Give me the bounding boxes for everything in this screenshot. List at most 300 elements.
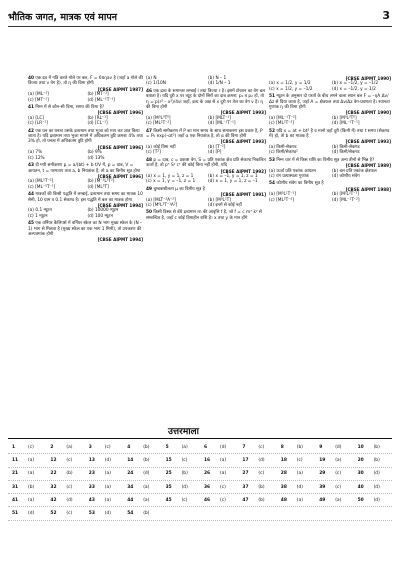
option: (b) [M⁻¹L⁵T²] — [87, 179, 115, 185]
answer-cell — [8, 511, 46, 516]
question-body: एक द्रव में गति करते गोले पर बल, F = 6πηav है (जहाँ a गोले की त्रिज्या तथा v वेग है), तो η की विमा होगी — [28, 76, 143, 87]
option: (d) [ML⁵T] — [87, 184, 109, 190]
option: (d) [ML⁻¹T⁻¹] — [332, 121, 360, 127]
answer-cell — [123, 485, 161, 490]
answer-number: 49 — [319, 497, 326, 503]
answer-row — [8, 454, 392, 467]
question-body: मात्रकों की किसी पद्धति में लम्बाई, द्रव्यमान तथा समय का मात्रक 10 सेमी, 10 ग्राम व 0.1 सेकण्ड है। इस पद्धति में बल का मात्रक होगा — [28, 192, 143, 203]
exam-reference: [CBSE AIPMT 1993] — [345, 139, 391, 145]
question-number: 42 — [28, 128, 34, 134]
option: (c) किमी/सेकण्ड² — [269, 150, 298, 156]
answer-cell — [277, 485, 315, 490]
answer-option: (c) — [66, 511, 73, 517]
answer-option: (c) — [258, 471, 265, 477]
answer-number: 45 — [165, 497, 172, 503]
answer-number: 50 — [357, 497, 364, 503]
option: (d) 13% — [87, 155, 105, 161]
option: (d) किमी/सेकण्ड — [332, 150, 360, 156]
answer-row — [8, 441, 392, 454]
answer-number: 43 — [88, 497, 95, 503]
answer-number: 36 — [204, 484, 211, 490]
answer-cell — [8, 485, 46, 490]
question-number: 51 — [269, 94, 275, 100]
question-number: 53 — [269, 157, 275, 163]
answer-number: 12 — [50, 457, 57, 463]
question-block — [269, 181, 391, 203]
option: (c) 12% — [28, 155, 45, 161]
answer-option: (d) — [143, 471, 150, 477]
exam-reference: [CBSE AIPMT 1993] — [220, 139, 266, 145]
answer-cell — [354, 458, 392, 463]
answer-option: (b) — [66, 471, 73, 477]
question-text — [28, 163, 143, 174]
question-text — [28, 192, 143, 203]
options-grid — [28, 92, 143, 103]
answer-option: (d) — [335, 444, 342, 450]
answer-number: 7 — [242, 444, 246, 450]
answer-number: 40 — [357, 484, 364, 490]
option: (a) [LC] — [28, 115, 45, 121]
option: (d) x = –1/2, y = 1/2 — [332, 86, 376, 92]
option: (c) [ML²T⁻²] — [146, 121, 171, 127]
answer-number: 28 — [280, 471, 287, 477]
answer-option: (d) — [258, 457, 265, 463]
answer-cell — [46, 511, 84, 516]
answer-option: (c) — [66, 457, 73, 463]
answer-number: 23 — [88, 471, 95, 477]
answer-number: 8 — [280, 444, 284, 450]
answer-cell — [8, 458, 46, 463]
answer-number: 30 — [357, 471, 364, 477]
question-body: चुम्बकशीलता μ का विमीय सूत्र है — [153, 186, 205, 192]
question-block — [146, 76, 266, 87]
answer-number: 35 — [165, 484, 172, 490]
answer-cell — [277, 471, 315, 476]
question-text — [146, 89, 266, 111]
question-block — [28, 129, 143, 161]
answer-number: 11 — [12, 457, 19, 463]
option: (c) x = 1/2, y = –1/2 — [269, 86, 313, 92]
answer-option: (d) — [373, 484, 380, 490]
answer-number: 44 — [127, 497, 134, 503]
answer-number: 5 — [165, 444, 169, 450]
answer-option: (c) — [220, 484, 226, 490]
option: (c) [ML²T⁻²] — [269, 197, 294, 203]
answer-option: (a) — [296, 471, 303, 477]
answer-number: 27 — [242, 471, 249, 477]
option: (a) [ML⁻¹T⁻²] — [269, 115, 297, 121]
answer-option: (a) — [143, 484, 150, 490]
exam-reference: [CBSE AIPMT 1993] — [220, 110, 266, 116]
question-body: निम्न चार में से किस राशि का विमीय सूत्र अन्य तीनों से भिन्न है? — [276, 157, 375, 163]
answer-option: (d) — [373, 471, 380, 477]
answer-option: (c) — [181, 457, 188, 463]
answer-number: 38 — [280, 484, 287, 490]
answer-number: 15 — [165, 457, 172, 463]
option: (a) [M⁰L⁰T⁰] — [146, 115, 171, 121]
answer-number: 9 — [319, 444, 323, 450]
answer-cell — [315, 485, 353, 490]
options-grid — [269, 81, 391, 92]
page-number: 3 — [382, 9, 390, 22]
question-number: 40 — [28, 76, 34, 81]
answer-option: (b) — [181, 471, 188, 477]
question-block — [28, 221, 143, 243]
question-body: किसी समीकरण में P का मान समय के साथ समाकरण इस प्रकार है, P = P₀ exp(–αt²) जहाँ α एक नियतांक है, तो α की विमा होगी — [146, 128, 263, 140]
option: (a) [MLT⁻²A⁻²] — [146, 197, 176, 203]
options-grid — [146, 76, 266, 87]
answer-number: 39 — [319, 484, 326, 490]
answer-option: (b) — [296, 444, 304, 450]
answer-option: (a) — [28, 497, 35, 503]
option: (a) [ML⁵T⁻²] — [28, 179, 54, 185]
answer-cell — [162, 485, 200, 490]
answer-option: (a) — [28, 471, 35, 477]
question-number: 54 — [269, 181, 275, 187]
option: (b) 9% — [87, 150, 102, 156]
option: (d) इनमें से कोई नहीं — [208, 202, 242, 208]
answer-option: (a) — [181, 444, 188, 450]
answer-cell — [354, 485, 392, 490]
answer-option: (d) — [181, 484, 188, 490]
answer-option: (d) — [373, 497, 380, 503]
question-column-3 — [269, 76, 391, 205]
option: (c) [ML²T⁻²] — [269, 121, 294, 127]
answer-option: (a) — [104, 471, 111, 477]
answer-cell — [123, 511, 161, 516]
question-body: यदि x = at + bt² है व मानो वहाँ दूरी (किमी में) तथा t समय (सेकण्ड में) हो, तो b का मात्रक है — [269, 128, 390, 140]
answer-cell — [123, 458, 161, 463]
answer-cell — [46, 445, 84, 450]
option: (a) [ML⁻³] — [28, 92, 49, 98]
question-block — [269, 76, 391, 92]
answer-cell — [123, 471, 161, 476]
question-number: 47 — [146, 128, 152, 134]
option: (b) [MT⁻²] — [87, 92, 109, 98]
answer-number: 14 — [127, 457, 134, 463]
question-number: 52 — [269, 128, 275, 134]
answer-cell — [238, 498, 276, 503]
answer-cell — [315, 471, 353, 476]
options-grid — [269, 145, 391, 156]
answer-cell — [85, 498, 123, 503]
option: (c) [T²] — [146, 150, 161, 156]
options-grid — [28, 179, 143, 190]
answer-option: (a) — [143, 497, 150, 503]
option: (b) किमी-सेकण्ड — [332, 144, 360, 150]
exam-reference: [CBSE AIPMT 1988] — [345, 186, 391, 192]
answer-cell — [46, 485, 84, 490]
question-text — [269, 129, 391, 140]
options-grid — [28, 150, 143, 161]
question-text — [146, 210, 266, 221]
answer-number: 3 — [88, 444, 92, 450]
option: (c) [M⁰L²T⁻¹A²] — [146, 202, 178, 208]
question-body: किसी डिस्क से बँधे द्रव्यमान m की आवृत्ति f है, जो f = c mˣ kʸ से सम्बन्धित है, जहाँ c कोई विमाहीन राशि है। x तथा y के मान होंगे — [146, 210, 262, 221]
options-grid — [269, 192, 391, 203]
answer-cell — [46, 498, 84, 503]
answer-cell — [238, 458, 276, 463]
option: (b) [M⁰L¹T] — [208, 197, 231, 203]
answer-option: (b) — [28, 484, 35, 490]
option: (a) 0.1 न्यूटन — [28, 208, 52, 214]
question-block — [28, 105, 143, 127]
answer-option: (c) — [220, 497, 226, 503]
option: (b) x = –1, y = 1, z = 1 — [208, 173, 258, 179]
answer-cell — [238, 485, 276, 490]
answer-number: 53 — [88, 511, 95, 517]
answer-number: 20 — [357, 457, 364, 463]
exam-reference: [CBSE AIPMT 1994] — [97, 237, 143, 243]
options-grid — [146, 145, 266, 156]
option: (d) [CL⁻¹] — [87, 121, 108, 127]
option: (c) [MT⁻¹] — [28, 97, 49, 103]
answer-cell — [162, 445, 200, 450]
option: (a) x = 1, y = 1, z = 1 — [146, 173, 194, 179]
answer-row — [8, 481, 392, 494]
question-block — [269, 94, 391, 126]
answer-cell — [8, 445, 46, 450]
answer-option: (d) — [104, 511, 112, 517]
option: (b) x = –1/2, y = –1/2 — [332, 81, 379, 87]
answer-cell — [85, 445, 123, 450]
answer-option: (c) — [335, 484, 342, 490]
answer-number: 6 — [204, 444, 208, 450]
question-number: 45 — [28, 221, 34, 227]
answer-option: (a) — [104, 484, 111, 490]
answer-cell — [277, 458, 315, 463]
answer-option: (c) — [181, 497, 188, 503]
answer-option: (b) — [373, 457, 380, 463]
option: (a) कोई विमा नहीं — [146, 144, 176, 150]
answer-option: (c) — [66, 484, 73, 490]
answer-number: 34 — [127, 484, 134, 490]
answer-number: 26 — [204, 471, 211, 477]
answer-cell — [162, 458, 200, 463]
question-block — [269, 129, 391, 156]
question-text — [146, 129, 266, 140]
answer-number: 29 — [319, 471, 326, 477]
question-body: एक द्रव्य के समान्तर लम्बाई l तथा त्रिज्या r है। इसमें टोरशन का वेग बल बताता है। यदि दूरी x पर व्यूह के दोनों सिरों का दाब क्रमश: p₁ व p₂ हों, तो η = p(r² – x²)/4νl जहाँ, द्रव्य के अक्ष से x दूरी पर तेल का वेग v है। η की विमा होगी — [146, 88, 266, 111]
page-header — [8, 10, 392, 27]
answer-cell — [200, 445, 238, 450]
answer-number: 42 — [50, 497, 57, 503]
question-block — [28, 76, 143, 103]
question-number: 44 — [28, 192, 34, 198]
answer-number: 31 — [12, 484, 19, 490]
answer-cell — [162, 471, 200, 476]
answer-cell — [85, 511, 123, 516]
option: (d) [ML⁻¹T⁻²] — [332, 197, 360, 203]
answer-number: 4 — [127, 444, 131, 450]
question-body: न्यूटन के अनुसार दो परतों के बीच लगने वाला श्यान बल F = –ηA Δv/Δz से दिया जाता है, जहाँ A = क्षेत्रफल तथा Δv/Δz वेग-प्रवणता है। श्यानता गुणांक η की विमा होगी — [269, 94, 390, 111]
answer-option: (a) — [104, 497, 111, 503]
answer-option: (a) — [335, 457, 342, 463]
answer-cell — [315, 458, 353, 463]
answer-option: (d) — [66, 497, 73, 503]
answer-cell — [354, 471, 392, 476]
answer-cell — [354, 445, 392, 450]
option: (b) 10000 न्यूटन — [87, 208, 119, 214]
question-body: दी गयी समीकरण p = a/(bt) + b t/V में, p = दाब, V = आयतन, t = परमताप तथा a, b नियतांक हैं, तो a का विमीय सूत्र होगा — [28, 163, 141, 174]
option: (a) 7% — [28, 150, 43, 156]
answer-cell — [85, 485, 123, 490]
question-column-2 — [146, 76, 266, 223]
question-block — [146, 129, 266, 156]
option: (a) ऊर्जा प्रति एकांक आयतन — [269, 168, 316, 174]
exam-reference: [CBSE AIPMT 1996] — [97, 173, 143, 179]
answer-key-title: उत्तरमाला — [168, 427, 199, 437]
exam-reference: [CBSE AIPMT 1989] — [345, 163, 391, 169]
option: (a) [M⁰L¹T⁻¹] — [269, 192, 296, 198]
option: (d) 100 न्यूटन — [87, 213, 113, 219]
option: (b) बल प्रति एकांक क्षेत्रफल — [332, 168, 377, 174]
answer-option: (a) — [66, 444, 73, 450]
answer-number: 16 — [204, 457, 211, 463]
exam-reference: [CBSE AIPMT 1992] — [220, 168, 266, 174]
question-body: एक घन का घनत्व उसके द्रव्यमान तथा भुजा को माप कर ज्ञात किया जाता है। यदि द्रव्यमान तथा भुजा मापने में अधिकतम त्रुटि क्रमशः 4% तथा 3% हो, तो घनत्व में अधिकतम त्रुटि होगी — [28, 128, 143, 145]
answer-number: 18 — [280, 457, 287, 463]
answer-number: 51 — [12, 511, 19, 517]
option: (d) कोणीय संवेग — [332, 173, 360, 179]
options-grid — [146, 116, 266, 127]
question-block — [146, 89, 266, 127]
answer-cell — [123, 498, 161, 503]
option: (d) x = 1, y = 1, z = –1 — [208, 179, 258, 185]
answer-number: 2 — [50, 444, 54, 450]
answer-option: (a) — [28, 457, 35, 463]
answer-option: (b) — [258, 484, 265, 490]
options-grid — [269, 169, 391, 180]
question-block — [28, 163, 143, 190]
answer-row — [8, 507, 392, 520]
answer-cell — [315, 445, 353, 450]
answer-cell — [8, 471, 46, 476]
options-grid — [28, 116, 143, 127]
question-text — [269, 94, 391, 110]
question-block — [146, 210, 266, 221]
answer-number: 17 — [242, 457, 249, 463]
answer-number: 32 — [50, 484, 57, 490]
answer-cell — [85, 458, 123, 463]
question-column-1 — [28, 76, 143, 245]
answer-option: (a) — [220, 457, 227, 463]
chapter-title: भौतिक जगत, मात्रक एवं मापन — [8, 12, 117, 23]
answer-key-header — [8, 424, 392, 439]
option: (d) [ML⁻¹T⁻¹] — [87, 97, 116, 103]
question-block — [146, 158, 266, 185]
question-body: कोणीय संवेग का विमीय सूत्र है — [276, 181, 324, 187]
option: (c) 1/10N — [146, 81, 166, 87]
answer-number: 41 — [12, 497, 19, 503]
answer-option: (d) — [220, 444, 227, 450]
question-body: p = दाब, c = प्रकाश वेग, S = प्रति एकांक क्षेत्र प्रति सेकण्ड निकलित ऊर्जा है, तो pˣ Sʸ cᶻ की कोई विमा नहीं होगी, यदि — [146, 157, 266, 169]
answer-cell — [238, 445, 276, 450]
option: (a) N — [146, 76, 157, 81]
option: (c) 1 न्यूटन — [28, 213, 48, 219]
answer-key-grid — [8, 441, 392, 521]
answer-option: (c) — [28, 444, 34, 450]
answer-number: 33 — [88, 484, 95, 490]
answer-cell — [162, 498, 200, 503]
answer-option: (c) — [296, 457, 303, 463]
answer-option: (d) — [296, 484, 304, 490]
option: (a) x = 1/2, y = 1/2 — [269, 81, 311, 87]
answer-number: 37 — [242, 484, 249, 490]
option: (b) [M⁰L⁰T⁰] — [332, 115, 357, 121]
answer-number: 25 — [165, 471, 172, 477]
answer-option: (b) — [143, 444, 150, 450]
answer-cell — [85, 471, 123, 476]
question-number: 49 — [146, 186, 152, 192]
answer-number: 52 — [50, 511, 57, 517]
answer-number: 19 — [319, 457, 326, 463]
exam-reference: [CBSE AIPMT 1987] — [97, 86, 143, 92]
answer-option: (d) — [104, 457, 112, 463]
option: (b) [M¹L²T⁻¹] — [332, 192, 359, 198]
answer-option: (b) — [143, 457, 150, 463]
option: (d) [ML⁻¹T⁻¹] — [208, 121, 236, 127]
answer-option: (a) — [335, 497, 342, 503]
exam-reference: [CBSE AIPMT 1996] — [97, 144, 143, 150]
question-text — [146, 158, 266, 169]
option: (b) N – 1 — [208, 76, 227, 81]
options-grid — [269, 116, 391, 127]
question-text — [28, 221, 143, 237]
question-number: 46 — [146, 88, 152, 94]
answer-cell — [200, 485, 238, 490]
question-block — [146, 187, 266, 209]
answer-number: 10 — [357, 444, 364, 450]
question-number: 43 — [28, 163, 34, 169]
answer-cell — [315, 498, 353, 503]
question-block — [269, 158, 391, 180]
answer-option: (b) — [373, 444, 380, 450]
option: (d) [P] — [208, 150, 222, 156]
exam-reference: [CBSE AIPMT 1996] — [97, 110, 143, 116]
answer-cell — [238, 471, 276, 476]
option: (a) किमी-सेकण्ड — [269, 144, 297, 150]
answer-cell — [123, 445, 161, 450]
answer-cell — [200, 471, 238, 476]
question-number: 48 — [146, 157, 152, 163]
answer-number: 1 — [12, 444, 16, 450]
option: (c) [ML⁻⁵T⁻¹] — [28, 184, 56, 190]
question-text — [28, 129, 143, 145]
answer-row — [8, 494, 392, 507]
option: (b) [RL⁻¹] — [87, 115, 108, 121]
answer-cell — [277, 498, 315, 503]
question-body: निम्न में से कौन-सी विमा, समय की विमा है? — [35, 105, 105, 111]
answer-number: 46 — [204, 497, 211, 503]
option: (d) 1/N – 1 — [208, 81, 231, 87]
question-number: 41 — [28, 105, 34, 111]
answer-cell — [277, 445, 315, 450]
answer-number: 22 — [50, 471, 57, 477]
answer-option: (a) — [296, 497, 303, 503]
answer-number: 21 — [12, 471, 19, 477]
answer-cell — [46, 458, 84, 463]
answer-option: (c) — [104, 444, 111, 450]
answer-number: 47 — [242, 497, 249, 503]
answer-option: (b) — [258, 497, 265, 503]
exam-reference: [CBSE AIPMT 1990] — [345, 110, 391, 116]
option: (b) [MLT⁻¹] — [208, 115, 231, 121]
answer-cell — [200, 458, 238, 463]
answer-option: (b) — [143, 511, 150, 517]
option: (c) x = 1, y = –1, z = 1 — [146, 179, 196, 185]
option: (b) [T⁻²] — [208, 144, 226, 150]
